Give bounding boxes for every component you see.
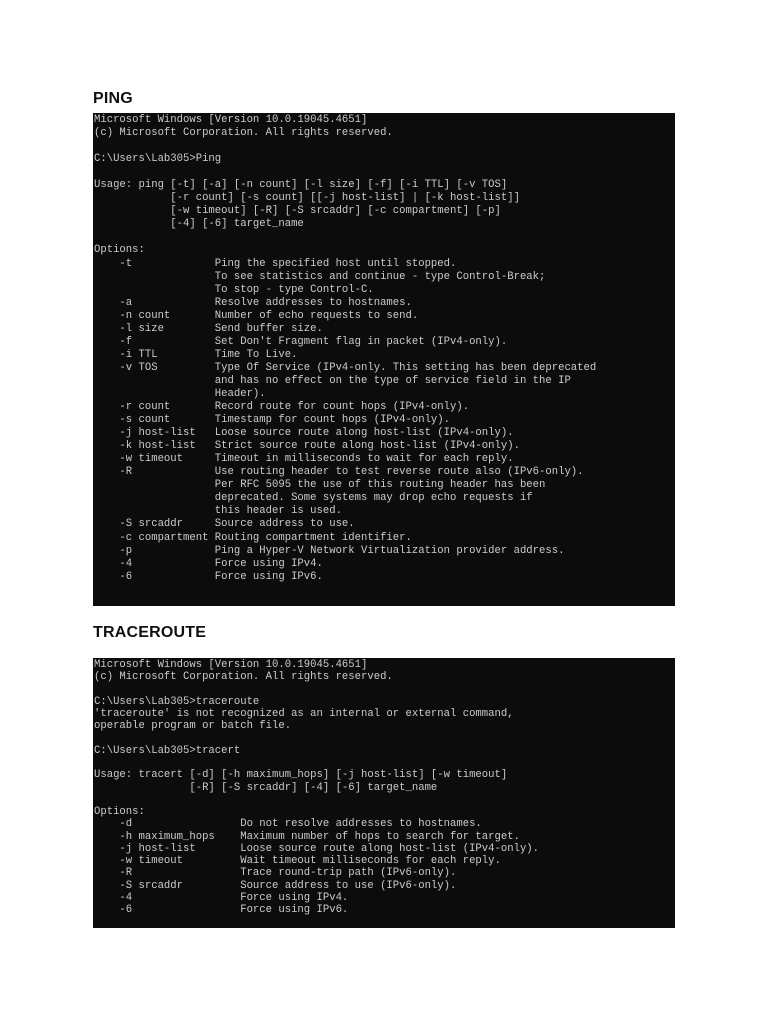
terminal-line: [-R] [-S srcaddr] [-4] [-6] target_name <box>94 781 438 794</box>
terminal-line: Usage: tracert [-d] [-h maximum_hops] [-j host-list] [-w timeout] <box>94 769 508 782</box>
terminal-line: -i TTL Time To Live. <box>94 348 298 361</box>
terminal-line: -s count Timestamp for count hops (IPv4-only). <box>94 414 451 427</box>
terminal-line: -w timeout Timeout in milliseconds to wait for each reply. <box>94 453 514 466</box>
terminal-line <box>94 733 675 745</box>
terminal-line: -S srcaddr Source address to use. <box>94 518 355 531</box>
ping-terminal-screenshot <box>93 113 675 606</box>
terminal-line: C:\Users\Lab305>tracert <box>94 744 241 757</box>
terminal-line: To see statistics and continue - type Control-Break; <box>94 270 546 283</box>
terminal-line: [-r count] [-s count] [[-j host-list] | [-k host-list]] <box>94 192 520 205</box>
terminal-line: -R Use routing header to test reverse route also (IPv6-only). <box>94 466 584 479</box>
terminal-line: [-4] [-6] target_name <box>94 218 304 231</box>
terminal-line <box>94 166 675 179</box>
terminal-line: (c) Microsoft Corporation. All rights reserved. <box>94 127 393 140</box>
traceroute-section-heading: TRACEROUTE <box>93 624 207 641</box>
terminal-line: Per RFC 5095 the use of this routing header has been <box>94 479 546 492</box>
terminal-line: -4 Force using IPv4. <box>94 557 323 570</box>
terminal-line: -h maximum_hops Maximum number of hops to search for target. <box>94 830 520 843</box>
terminal-line: Microsoft Windows [Version 10.0.19045.4651] <box>94 114 368 126</box>
terminal-line: -d Do not resolve addresses to hostnames. <box>94 818 482 831</box>
terminal-line: -k host-list Strict source route along host-list (IPv4-only). <box>94 440 520 453</box>
terminal-line: C:\Users\Lab305>Ping <box>94 153 222 166</box>
terminal-line: (c) Microsoft Corporation. All rights reserved. <box>94 671 393 684</box>
terminal-line: -v TOS Type Of Service (IPv4-only. This setting has been deprecated <box>94 361 597 374</box>
terminal-line: -w timeout Wait timeout milliseconds for each reply. <box>94 855 501 867</box>
terminal-line: -p Ping a Hyper-V Network Virtualization provider address. <box>94 544 565 557</box>
terminal-line: deprecated. Some systems may drop echo requests if <box>94 492 533 505</box>
terminal-line: Microsoft Windows [Version 10.0.19045.4651] <box>94 659 368 671</box>
terminal-line <box>94 140 675 153</box>
terminal-line: operable program or batch file. <box>94 720 292 733</box>
terminal-line: 'traceroute' is not recognized as an internal or external command, <box>94 708 514 720</box>
terminal-line: To stop - type Control-C. <box>94 283 374 296</box>
traceroute-terminal-output <box>94 659 675 916</box>
terminal-line: Options: <box>94 806 145 818</box>
terminal-line <box>94 231 675 244</box>
terminal-line <box>94 757 675 769</box>
terminal-line: [-w timeout] [-R] [-S srcaddr] [-c compartment] [-p] <box>94 205 501 218</box>
terminal-line: -n count Number of echo requests to send. <box>94 309 419 322</box>
terminal-line: -l size Send buffer size. <box>94 322 323 335</box>
terminal-line: and has no effect on the type of service field in the IP <box>94 374 571 387</box>
terminal-line: -4 Force using IPv4. <box>94 891 349 904</box>
terminal-line: -a Resolve addresses to hostnames. <box>94 296 412 309</box>
terminal-line: -j host-list Loose source route along host-list (IPv4-only). <box>94 842 540 855</box>
terminal-line: -t Ping the specified host until stopped. <box>94 257 457 270</box>
terminal-line: Usage: ping [-t] [-a] [-n count] [-l size] [-f] [-i TTL] [-v TOS] <box>94 179 508 192</box>
terminal-line: C:\Users\Lab305>traceroute <box>94 695 260 708</box>
terminal-line: -S srcaddr Source address to use (IPv6-only). <box>94 879 457 892</box>
terminal-line: this header is used. <box>94 505 342 518</box>
terminal-line: -6 Force using IPv6. <box>94 570 323 583</box>
terminal-line <box>94 794 675 806</box>
terminal-line: -c compartment Routing compartment identifier. <box>94 531 412 544</box>
terminal-line: -R Trace round-trip path (IPv6-only). <box>94 867 457 880</box>
terminal-line: -j host-list Loose source route along host-list (IPv4-only). <box>94 427 514 440</box>
terminal-line: -r count Record route for count hops (IPv4-only). <box>94 401 470 414</box>
traceroute-terminal-screenshot <box>93 658 675 928</box>
terminal-line: Options: <box>94 244 145 257</box>
terminal-line: -6 Force using IPv6. <box>94 904 349 916</box>
ping-section-heading: PING <box>93 90 133 107</box>
terminal-line: -f Set Don't Fragment flag in packet (IPv4-only). <box>94 335 508 348</box>
ping-terminal-output <box>94 114 675 584</box>
terminal-line: Header). <box>94 387 266 400</box>
terminal-line <box>94 684 675 696</box>
